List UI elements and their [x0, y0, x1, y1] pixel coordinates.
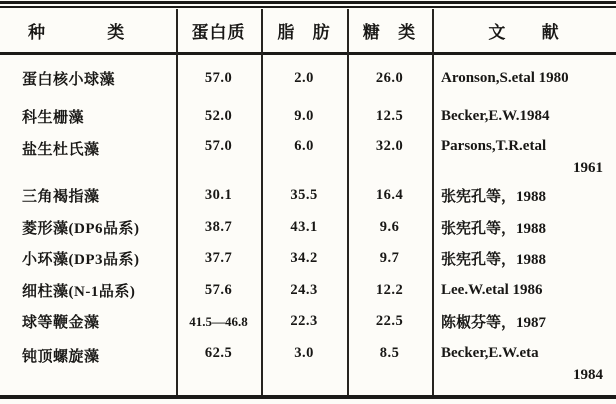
- reference-cell: 张宪孔等，1988: [441, 252, 547, 268]
- protein-cell: 57.6: [204, 281, 233, 298]
- fat-cell: 34.2: [290, 250, 318, 266]
- species-cell: 球等鞭金藻: [22, 315, 100, 331]
- species-cell: 三角褐指藻: [22, 189, 100, 205]
- fat-cell: 22.3: [290, 313, 318, 329]
- protein-cell: 41.5—46.8: [189, 313, 248, 329]
- species-cell: 科生栅藻: [22, 109, 85, 126]
- fat-cell: 35.5: [290, 187, 318, 203]
- species-cell: 小环藻(DP3品系): [22, 252, 140, 268]
- top-double-rule-1: [0, 1, 616, 4]
- table-row: [0, 274, 616, 306]
- table-row: [0, 211, 616, 243]
- species-cell: 蛋白核小球藻: [22, 71, 116, 88]
- table-row: [0, 337, 616, 395]
- table-row: [0, 131, 616, 180]
- header-protein: 蛋白质: [191, 23, 246, 42]
- header-sugar: 糖 类: [362, 23, 417, 42]
- sugar-cell: 32.0: [375, 138, 404, 154]
- bottom-rule: [0, 395, 616, 399]
- table-header-row: [0, 9, 616, 52]
- fat-cell: 2.0: [294, 69, 314, 86]
- protein-cell: 57.0: [204, 138, 233, 154]
- reference-cell: 张宪孔等，1988: [441, 189, 547, 205]
- reference-year: 1961: [573, 160, 603, 176]
- sugar-cell: 22.5: [375, 313, 404, 329]
- protein-cell: 57.0: [204, 69, 233, 86]
- protein-cell: 52.0: [204, 107, 233, 124]
- fat-cell: 3.0: [294, 345, 314, 361]
- reference-cell: Becker,E.W.1984: [441, 107, 550, 124]
- table-row: [0, 306, 616, 337]
- table-row: [0, 101, 616, 131]
- protein-cell: 38.7: [204, 218, 233, 235]
- table-row: [0, 55, 616, 101]
- header-species: 种 类: [28, 23, 126, 42]
- sugar-cell: 8.5: [379, 345, 400, 361]
- reference-text: Parsons,T.R.etal: [441, 138, 547, 154]
- fat-cell: 24.3: [290, 281, 318, 298]
- table-row: [0, 243, 616, 274]
- protein-cell: 62.5: [204, 345, 233, 361]
- reference-cell: [432, 337, 616, 395]
- reference-cell: Aronson,S.etal 1980: [441, 69, 569, 86]
- reference-text: Becker,E.W.eta: [441, 345, 539, 361]
- reference-cell: Lee.W.etal 1986: [441, 281, 543, 298]
- sugar-cell: 12.2: [375, 281, 404, 298]
- species-cell: 细柱藻(N-1品系): [22, 283, 136, 300]
- species-cell: 钝顶螺旋藻: [22, 349, 100, 365]
- sugar-cell: 16.4: [375, 187, 404, 203]
- fat-cell: 9.0: [294, 107, 314, 124]
- table-row: [0, 180, 616, 211]
- table-body: [0, 55, 616, 395]
- fat-cell: 43.1: [290, 218, 318, 235]
- sugar-cell: 9.6: [379, 218, 400, 235]
- reference-year: 1984: [573, 367, 603, 383]
- header-reference: 文 献: [488, 23, 560, 42]
- sugar-cell: 12.5: [375, 107, 404, 124]
- protein-cell: 30.1: [204, 187, 233, 203]
- species-cell: 菱形藻(DP6品系): [22, 220, 140, 237]
- sugar-cell: 9.7: [379, 250, 400, 266]
- sugar-cell: 26.0: [375, 69, 404, 86]
- protein-cell: 37.7: [204, 250, 233, 266]
- species-cell: 盐生杜氏藻: [22, 142, 100, 158]
- reference-cell: 陈椒芬等，1987: [441, 315, 547, 331]
- reference-cell: 张宪孔等，1988: [441, 220, 547, 237]
- header-fat: 脂 肪: [277, 23, 331, 42]
- top-double-rule-2: [0, 6, 616, 8]
- fat-cell: 6.0: [294, 138, 314, 154]
- reference-cell: [432, 131, 616, 180]
